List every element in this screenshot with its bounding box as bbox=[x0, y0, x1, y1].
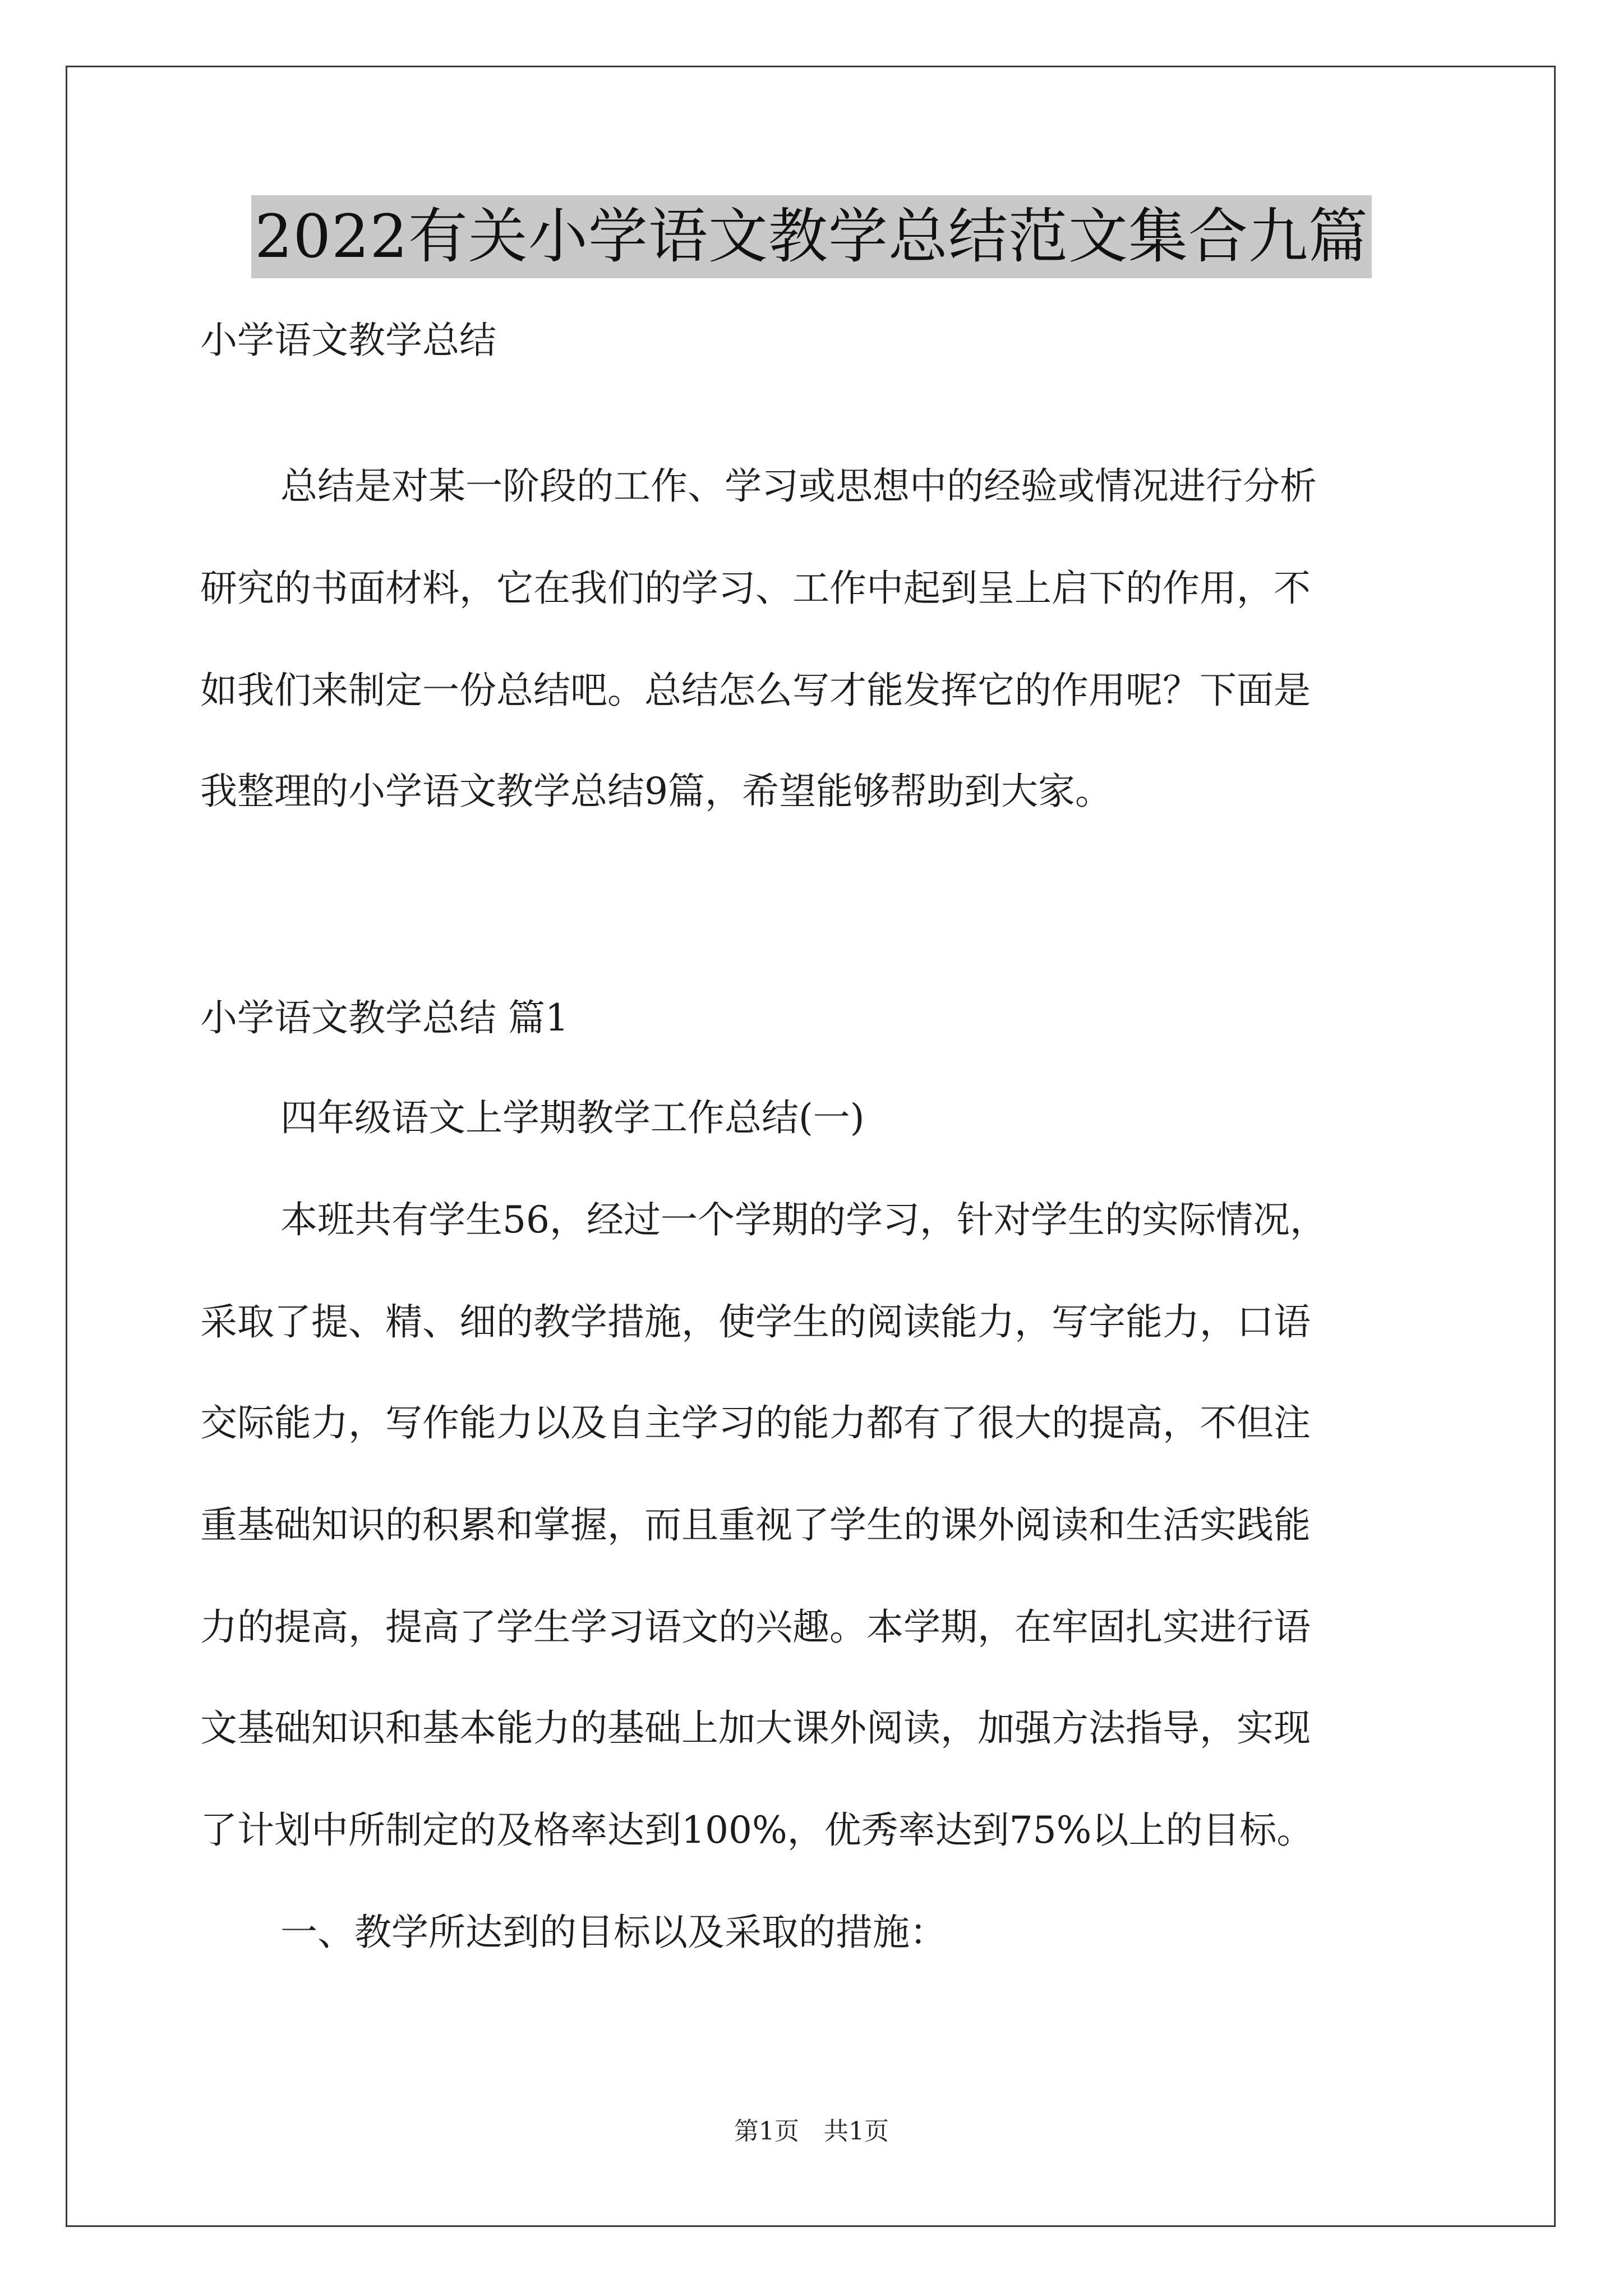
paragraph-line: 总结是对某一阶段的工作、学习或思想中的经验或情况进行分析 bbox=[280, 464, 1317, 508]
section-heading: 小学语文教学总结 篇1 bbox=[200, 996, 569, 1039]
paragraph-line: 力的提高，提高了学生学习语文的兴趣。本学期，在牢固扎实进行语 bbox=[200, 1605, 1311, 1649]
page-border bbox=[66, 66, 1556, 2227]
document-title: 2022有关小学语文教学总结范文集合九篇 bbox=[251, 195, 1372, 278]
paragraph-line: 了计划中所制定的及格率达到100%，优秀率达到75%以上的目标。 bbox=[200, 1809, 1314, 1852]
title-container bbox=[0, 195, 1623, 278]
paragraph-line: 交际能力，写作能力以及自主学习的能力都有了很大的提高，不但注 bbox=[200, 1401, 1311, 1444]
paragraph-line: 重基础知识的积累和掌握，而且重视了学生的课外阅读和生活实践能 bbox=[200, 1503, 1311, 1547]
subheading: 四年级语文上学期教学工作总结(一) bbox=[280, 1096, 865, 1139]
paragraph-line: 研究的书面材料，它在我们的学习、工作中起到呈上启下的作用，不 bbox=[200, 567, 1311, 610]
paragraph-line: 本班共有学生56，经过一个学期的学习，针对学生的实际情况， bbox=[280, 1198, 1327, 1241]
paragraph-line: 我整理的小学语文教学总结9篇，希望能够帮助到大家。 bbox=[200, 770, 1112, 813]
paragraph-line: 如我们来制定一份总结吧。总结怎么写才能发挥它的作用呢？下面是 bbox=[200, 669, 1311, 712]
paragraph-line: 采取了提、精、细的教学措施，使学生的阅读能力，写字能力，口语 bbox=[200, 1300, 1311, 1343]
page-footer: 第1页 共1页 bbox=[734, 2117, 889, 2146]
subheading: 一、教学所达到的目标以及采取的措施： bbox=[280, 1911, 947, 1954]
paragraph-line: 文基础知识和基本能力的基础上加大课外阅读，加强方法指导，实现 bbox=[200, 1706, 1311, 1750]
section-heading: 小学语文教学总结 bbox=[200, 319, 496, 362]
